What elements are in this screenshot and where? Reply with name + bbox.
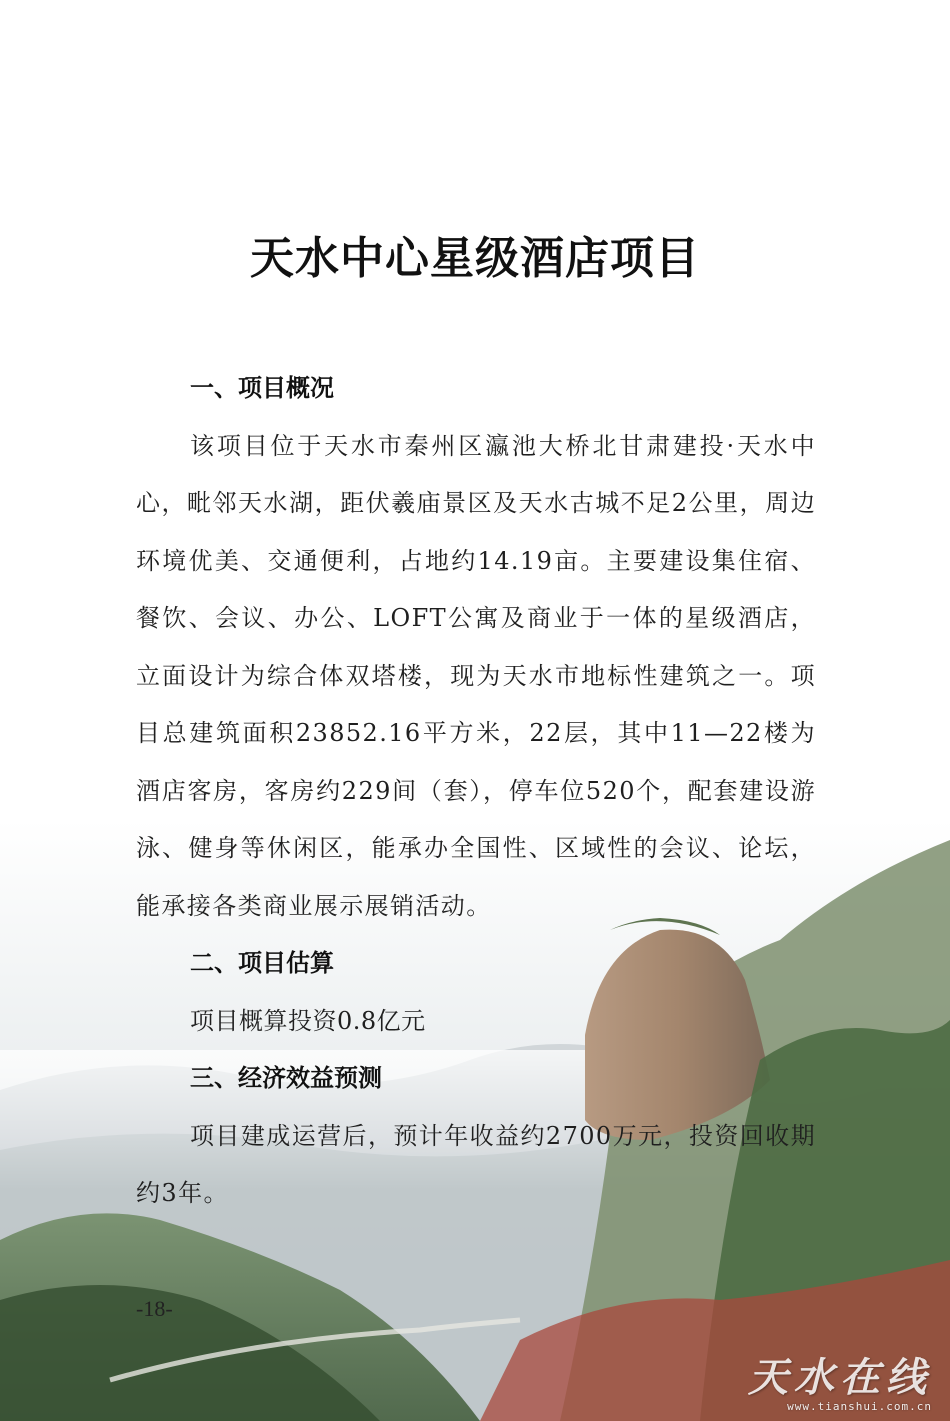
site-watermark xyxy=(748,1356,932,1413)
section-heading-estimate: 二、项目估算 xyxy=(190,949,334,977)
overview-paragraph: 该项目位于天水市秦州区瀛池大桥北甘肃建投·天水中心，毗邻天水湖，距伏羲庙景区及天水古城不足2公里，周边环境优美、交通便利，占地约14.19亩。主要建设集住宿、餐饮、会议、办公、LOFT公寓及商业于一体的星级酒店，立面设计为综合体双塔楼，现为天水市地标性建筑之一。项目总建筑面积23852.16平方米，22层，其中11—22楼为酒店客房，客房约229间（套），停车位520个，配套建设游泳、健身等休闲区，能承办全国性、区域性的会议、论坛，能承接各类商业展示展销活动。 xyxy=(136,431,816,920)
watermark-url: www.tianshui.com.cn xyxy=(787,1400,932,1413)
section-heading-overview: 一、项目概况 xyxy=(190,374,334,402)
document-body xyxy=(136,360,816,1223)
benefit-paragraph: 项目建成运营后，预计年收益约2700万元，投资回收期约3年。 xyxy=(136,1121,816,1207)
estimate-paragraph: 项目概算投资0.8亿元 xyxy=(190,1006,426,1035)
watermark-logo-text: 天水在线 xyxy=(748,1355,932,1401)
page-title: 天水中心星级酒店项目 xyxy=(250,233,700,284)
section-heading-benefit: 三、经济效益预测 xyxy=(190,1064,382,1092)
page-number: -18- xyxy=(136,1296,173,1321)
